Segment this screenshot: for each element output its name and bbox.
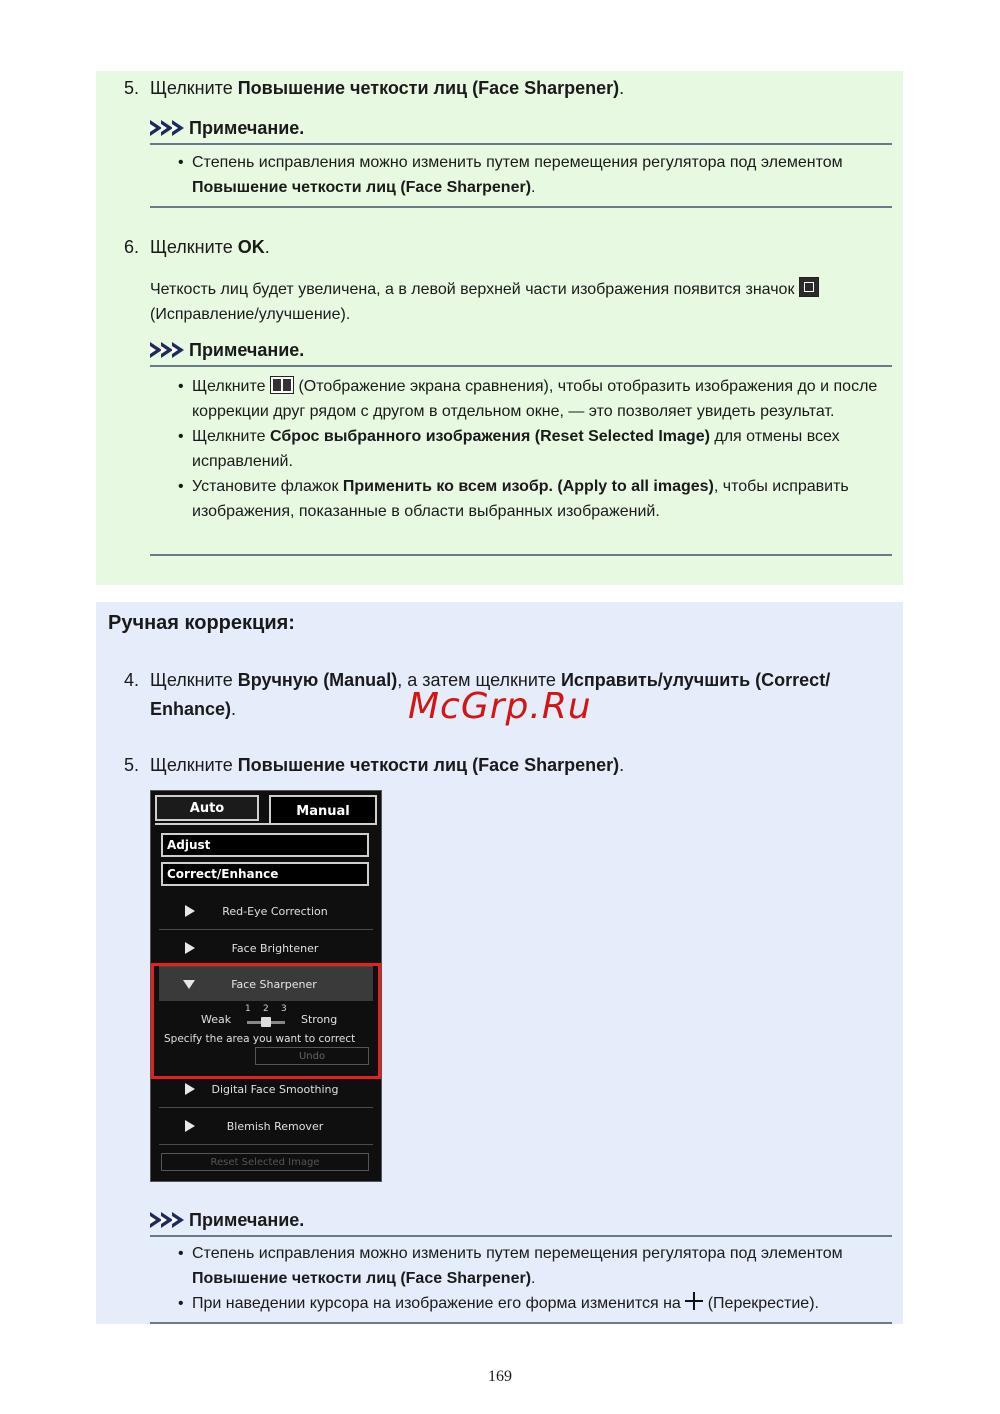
step-5-face-sharpener: 5. Щелкните Повышение четкости лиц (Face Sharpener). [124,755,625,775]
correct-enhance-button[interactable]: Correct/Enhance [161,862,369,886]
note-heading: Примечание. [150,1205,892,1237]
step-5-face-sharpener: 5. Щелкните Повышение четкости лиц (Face Sharpener). [124,78,625,98]
page-number: 169 [488,1368,512,1385]
expand-arrow-icon [185,1083,195,1095]
note-heading: Примечание. [150,335,892,367]
compare-screen-icon [270,376,294,394]
highlight-box [151,963,381,1079]
face-sharpener-item[interactable]: Face Sharpener [159,967,373,1001]
watermark: McGrp.Ru [408,686,592,727]
note-chevron-icon [150,1212,183,1228]
tab-auto[interactable]: Auto [155,795,259,821]
note-bullet: • Степень исправления можно изменить путем перемещения регулятора под элементом Повышение четкости лиц (Face Sharpener). [150,150,892,200]
expand-arrow-icon [185,942,195,954]
face-brightener-item[interactable]: Face Brightener [159,930,373,967]
section-title: Ручная коррекция: [108,612,295,634]
note-heading: Примечание. [150,113,892,145]
note-bullet: • Щелкните Сброс выбранного изображения (Reset Selected Image) для отмены всех исправлений. [150,424,892,474]
weak-label: Weak [201,1013,232,1026]
note-bullet: • При наведении курсора на изображение его форма изменится на (Перекрестие). [150,1291,892,1316]
note-bullet: • Щелкните (Отображение экрана сравнения), чтобы отобразить изображения до и после коррекции друг рядом с другом в отдельном окне, — это позволяет увидеть результат. [150,374,892,424]
note-bullet: • Степень исправления можно изменить путем перемещения регулятора под элементом Повышение четкости лиц (Face Sharpener). [150,1241,892,1291]
note-body [150,374,892,556]
step-6-ok: 6. Щелкните OK. [124,237,270,257]
digital-face-smoothing-item[interactable]: Digital Face Smoothing [159,1071,373,1108]
strong-label: Strong [301,1013,338,1026]
tick-label: 3 [281,1004,287,1014]
note-body [150,150,892,208]
note-chevron-icon [150,342,183,358]
note-bullet: • Установите флажок Применить ко всем изобр. (Apply to all images), чтобы исправить изображения, показанные в области выбранных изображений. [150,474,892,524]
tick-label: 1 [245,1004,251,1014]
undo-button[interactable]: Undo [255,1047,369,1065]
red-eye-correction-item[interactable]: Red-Eye Correction [159,893,373,930]
adjust-button[interactable]: Adjust [161,833,369,857]
reset-selected-image-button[interactable]: Reset Selected Image [161,1153,369,1171]
correct-enhance-icon [799,277,819,297]
hint-text: Specify the area you want to correct [164,1033,356,1045]
note-chevron-icon [150,120,183,136]
crosshair-icon [685,1292,703,1310]
note-body [150,1241,892,1324]
blemish-remover-item[interactable]: Blemish Remover [159,1108,373,1145]
expand-arrow-icon [185,905,195,917]
tick-label: 2 [263,1004,269,1014]
correct-enhance-panel [150,790,382,1182]
result-paragraph: Четкость лиц будет увеличена, а в левой верхней части изображения появится значок (Исправление/улучшение). [150,277,892,327]
step-4-manual: 4. Щелкните Вручную (Manual), а затем щелкните Исправить/улучшить (Correct/ Enhance). [124,670,831,719]
tab-manual[interactable]: Manual [269,795,377,825]
expand-arrow-icon [185,1120,195,1132]
